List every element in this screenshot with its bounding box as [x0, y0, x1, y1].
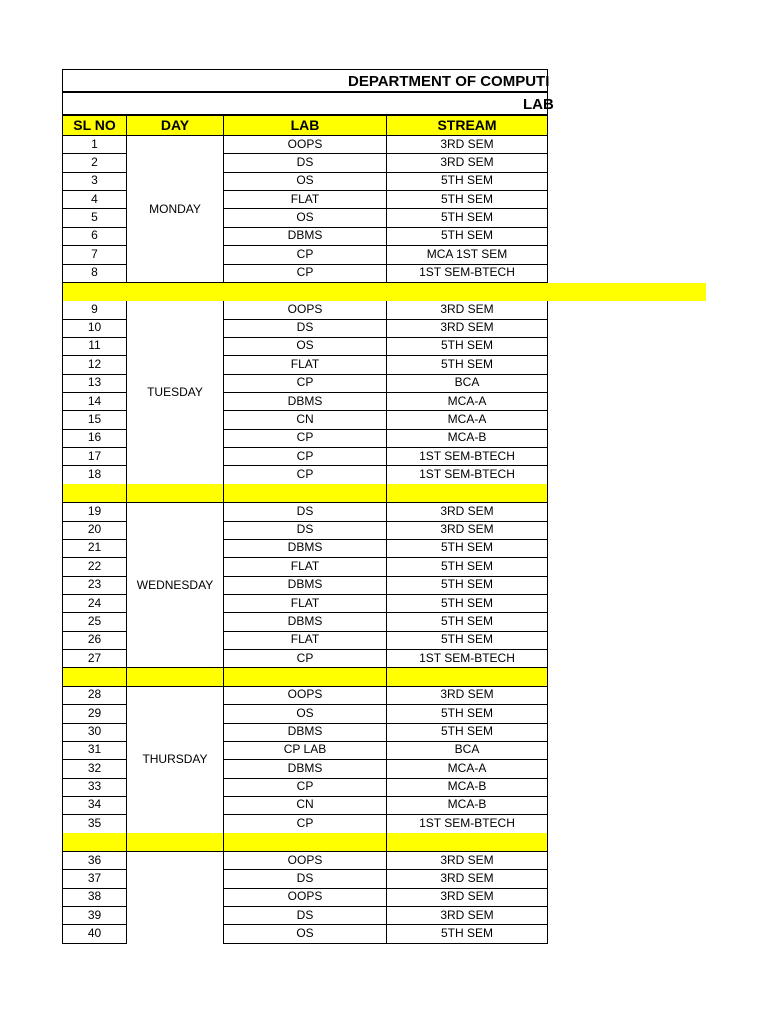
cell-sl: 9 — [62, 301, 127, 320]
cell-stream: 3RD SEM — [386, 852, 548, 871]
cell-stream: 3RD SEM — [386, 521, 548, 540]
cell-lab: CP — [223, 815, 387, 834]
cell-sl: 39 — [62, 907, 127, 926]
cell-stream: MCA-B — [386, 429, 548, 448]
cell-lab: CN — [223, 411, 387, 430]
cell-stream: 3RD SEM — [386, 319, 548, 338]
cell-lab: OOPS — [223, 852, 387, 871]
cell-lab: DS — [223, 319, 387, 338]
separator-cell — [386, 668, 548, 687]
cell-stream: 5TH SEM — [386, 227, 548, 246]
cell-stream: 5TH SEM — [386, 172, 548, 191]
cell-stream: MCA-A — [386, 760, 548, 779]
cell-stream: 5TH SEM — [386, 925, 548, 944]
cell-stream: MCA 1ST SEM — [386, 246, 548, 265]
cell-lab: CP — [223, 466, 387, 485]
separator-cell — [386, 484, 548, 503]
cell-sl: 19 — [62, 503, 127, 522]
day-cell: WEDNESDAY — [126, 503, 224, 669]
cell-lab: CP — [223, 246, 387, 265]
title-row-1 — [62, 69, 548, 92]
cell-sl: 11 — [62, 337, 127, 356]
cell-stream: 5TH SEM — [386, 595, 548, 614]
sheet-title: DEPARTMENT OF COMPUTI — [348, 73, 550, 90]
cell-lab: DBMS — [223, 227, 387, 246]
cell-stream: 5TH SEM — [386, 613, 548, 632]
cell-sl: 35 — [62, 815, 127, 834]
cell-sl: 10 — [62, 319, 127, 338]
cell-lab: CP — [223, 778, 387, 797]
header-lab: LAB — [223, 115, 387, 136]
cell-sl: 8 — [62, 264, 127, 283]
cell-lab: FLAT — [223, 595, 387, 614]
title-row-2 — [62, 92, 554, 115]
cell-sl: 38 — [62, 888, 127, 907]
cell-stream: 1ST SEM-BTECH — [386, 264, 548, 283]
cell-stream: 5TH SEM — [386, 723, 548, 742]
header-day: DAY — [126, 115, 224, 136]
day-cell: MONDAY — [126, 136, 224, 283]
cell-lab: OOPS — [223, 686, 387, 705]
separator-row — [62, 283, 706, 301]
cell-lab: DS — [223, 503, 387, 522]
cell-lab: OS — [223, 209, 387, 228]
cell-lab: DS — [223, 154, 387, 173]
cell-sl: 26 — [62, 631, 127, 650]
sheet-subtitle: LAB — [523, 96, 554, 113]
cell-sl: 21 — [62, 539, 127, 558]
cell-stream: 5TH SEM — [386, 558, 548, 577]
cell-sl: 37 — [62, 870, 127, 889]
cell-stream: MCA-B — [386, 778, 548, 797]
cell-sl: 34 — [62, 796, 127, 815]
cell-lab: FLAT — [223, 191, 387, 210]
cell-lab: OS — [223, 925, 387, 944]
separator-cell — [62, 833, 127, 852]
cell-lab: DBMS — [223, 613, 387, 632]
cell-sl: 4 — [62, 191, 127, 210]
cell-sl: 17 — [62, 448, 127, 467]
cell-lab: OOPS — [223, 301, 387, 320]
cell-sl: 28 — [62, 686, 127, 705]
cell-lab: DBMS — [223, 576, 387, 595]
cell-sl: 29 — [62, 705, 127, 724]
cell-sl: 32 — [62, 760, 127, 779]
cell-sl: 15 — [62, 411, 127, 430]
cell-lab: DBMS — [223, 539, 387, 558]
cell-sl: 5 — [62, 209, 127, 228]
cell-sl: 12 — [62, 356, 127, 375]
cell-sl: 20 — [62, 521, 127, 540]
cell-stream: 5TH SEM — [386, 209, 548, 228]
cell-lab: CP — [223, 429, 387, 448]
cell-lab: CP LAB — [223, 741, 387, 760]
cell-sl: 18 — [62, 466, 127, 485]
cell-sl: 36 — [62, 852, 127, 871]
cell-lab: CP — [223, 264, 387, 283]
cell-lab: CP — [223, 448, 387, 467]
cell-sl: 3 — [62, 172, 127, 191]
cell-stream: 5TH SEM — [386, 539, 548, 558]
cell-sl: 25 — [62, 613, 127, 632]
cell-stream: 5TH SEM — [386, 191, 548, 210]
day-cell — [126, 852, 224, 944]
cell-stream: 3RD SEM — [386, 870, 548, 889]
cell-lab: DBMS — [223, 760, 387, 779]
cell-stream: BCA — [386, 374, 548, 393]
cell-stream: MCA-A — [386, 393, 548, 412]
cell-lab: DS — [223, 907, 387, 926]
cell-sl: 24 — [62, 595, 127, 614]
cell-stream: 3RD SEM — [386, 136, 548, 155]
cell-stream: 3RD SEM — [386, 503, 548, 522]
day-cell: TUESDAY — [126, 301, 224, 485]
separator-cell — [386, 833, 548, 852]
header-stream: STREAM — [386, 115, 548, 136]
separator-cell — [223, 833, 387, 852]
cell-lab: FLAT — [223, 558, 387, 577]
cell-stream: 5TH SEM — [386, 356, 548, 375]
cell-sl: 14 — [62, 393, 127, 412]
cell-stream: 3RD SEM — [386, 154, 548, 173]
cell-sl: 31 — [62, 741, 127, 760]
cell-lab: DBMS — [223, 393, 387, 412]
separator-cell — [126, 484, 224, 503]
cell-sl: 6 — [62, 227, 127, 246]
cell-sl: 2 — [62, 154, 127, 173]
cell-stream: 1ST SEM-BTECH — [386, 650, 548, 669]
cell-lab: DS — [223, 870, 387, 889]
day-cell: THURSDAY — [126, 686, 224, 833]
cell-lab: CP — [223, 650, 387, 669]
cell-stream: MCA-A — [386, 411, 548, 430]
cell-lab: OOPS — [223, 888, 387, 907]
cell-lab: FLAT — [223, 356, 387, 375]
cell-lab: DS — [223, 521, 387, 540]
cell-sl: 1 — [62, 136, 127, 155]
cell-sl: 16 — [62, 429, 127, 448]
cell-lab: OS — [223, 337, 387, 356]
cell-lab: DBMS — [223, 723, 387, 742]
cell-lab: OS — [223, 705, 387, 724]
separator-cell — [126, 833, 224, 852]
cell-stream: 5TH SEM — [386, 576, 548, 595]
cell-sl: 27 — [62, 650, 127, 669]
cell-stream: 5TH SEM — [386, 705, 548, 724]
cell-lab: CN — [223, 796, 387, 815]
cell-lab: CP — [223, 374, 387, 393]
cell-stream: 3RD SEM — [386, 301, 548, 320]
cell-sl: 40 — [62, 925, 127, 944]
cell-sl: 30 — [62, 723, 127, 742]
cell-sl: 23 — [62, 576, 127, 595]
cell-sl: 33 — [62, 778, 127, 797]
separator-cell — [62, 484, 127, 503]
header-sl: SL NO — [62, 115, 127, 136]
cell-stream: 3RD SEM — [386, 907, 548, 926]
separator-cell — [223, 668, 387, 687]
separator-cell — [62, 668, 127, 687]
cell-stream: 1ST SEM-BTECH — [386, 448, 548, 467]
cell-stream: 5TH SEM — [386, 337, 548, 356]
cell-lab: OOPS — [223, 136, 387, 155]
cell-stream: 1ST SEM-BTECH — [386, 815, 548, 834]
cell-stream: BCA — [386, 741, 548, 760]
cell-sl: 22 — [62, 558, 127, 577]
cell-sl: 13 — [62, 374, 127, 393]
cell-stream: 1ST SEM-BTECH — [386, 466, 548, 485]
cell-lab: OS — [223, 172, 387, 191]
separator-cell — [126, 668, 224, 687]
cell-stream: 3RD SEM — [386, 686, 548, 705]
cell-lab: FLAT — [223, 631, 387, 650]
cell-stream: 5TH SEM — [386, 631, 548, 650]
cell-stream: MCA-B — [386, 796, 548, 815]
cell-stream: 3RD SEM — [386, 888, 548, 907]
separator-cell — [223, 484, 387, 503]
cell-sl: 7 — [62, 246, 127, 265]
